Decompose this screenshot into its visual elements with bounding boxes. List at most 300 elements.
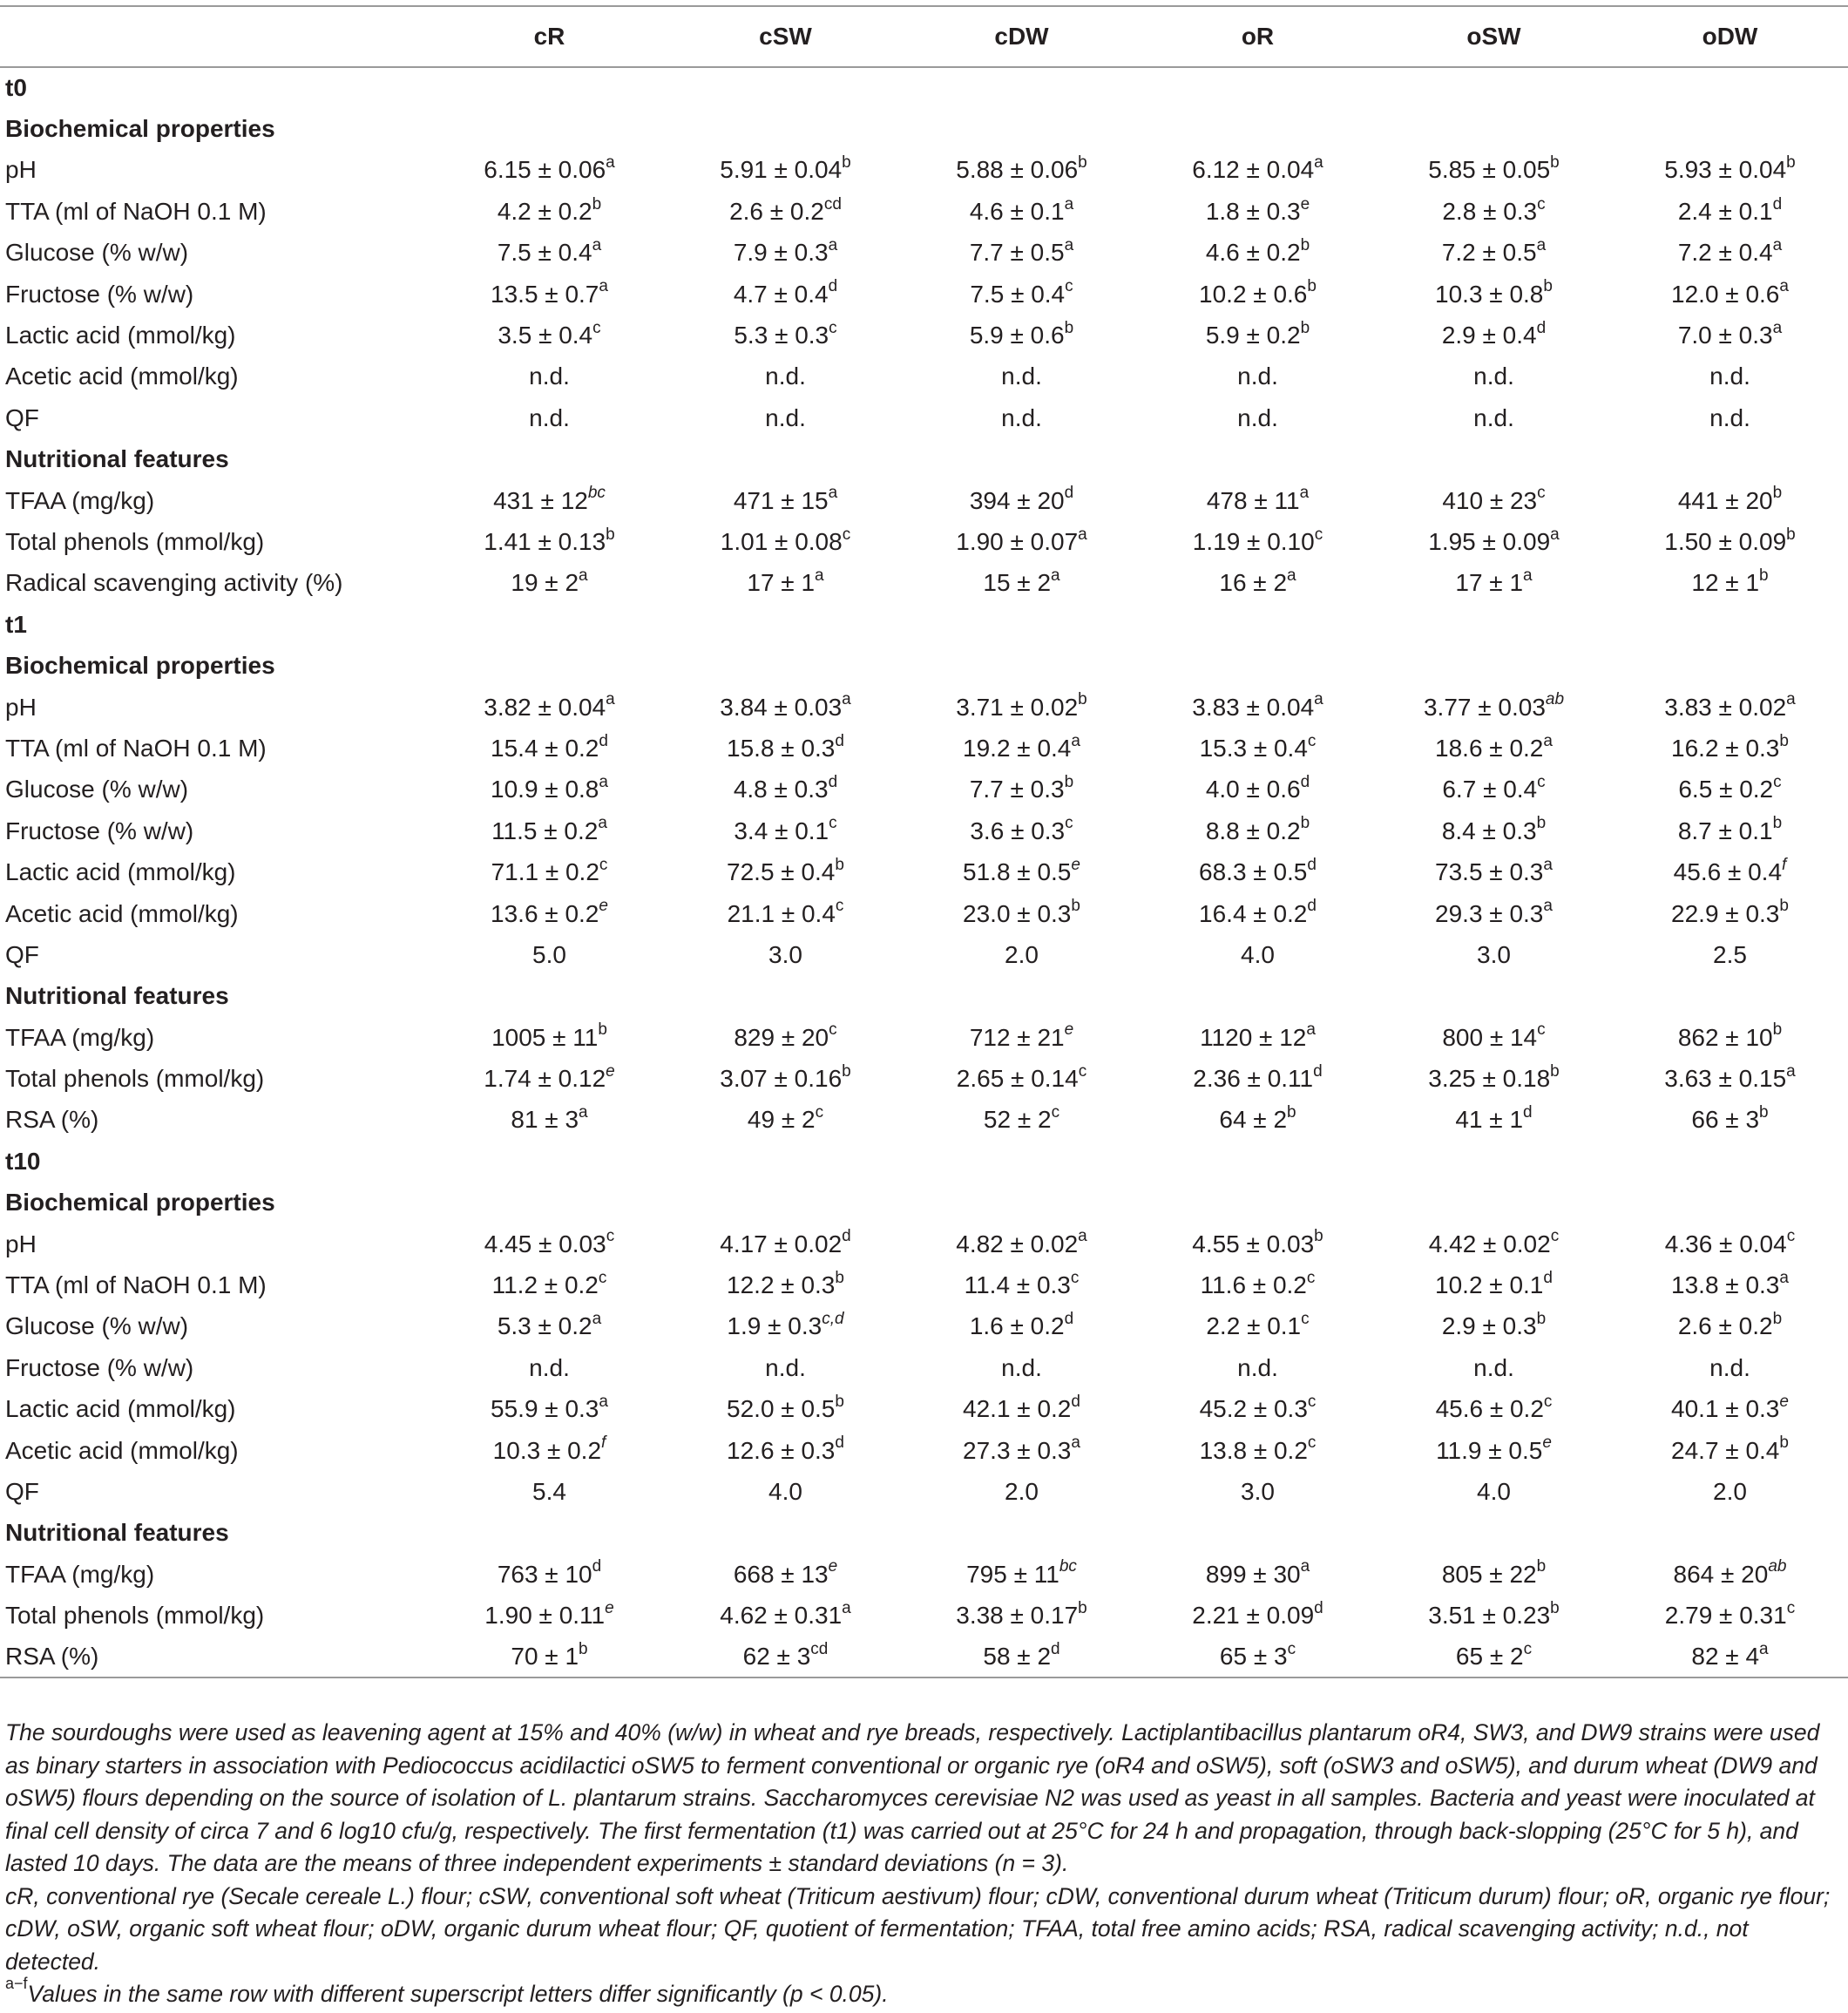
value-cell [1376, 356, 1612, 397]
cell-value: 1.8 ± 0.3 [1205, 197, 1301, 225]
cell-value: 45.6 ± 0.2 [1435, 1395, 1544, 1423]
row-label: Fructose (% w/w) [5, 280, 194, 308]
row-label: Acetic acid (mmol/kg) [5, 899, 239, 927]
value-cell [431, 1058, 667, 1099]
value-cell [431, 687, 667, 728]
value-cell [431, 1017, 667, 1058]
value-cell [431, 1637, 667, 1678]
cell-value: 65 ± 3 [1219, 1643, 1288, 1671]
significance-letter: a [1550, 525, 1560, 544]
cell-value: 6.15 ± 0.06 [484, 156, 606, 184]
value-cell [1612, 274, 1848, 315]
table-row [0, 1595, 1848, 1636]
value-cell [431, 934, 667, 975]
significance-letter: a [1287, 566, 1296, 586]
significance-letter: b [1786, 525, 1796, 544]
row-label: Fructose (% w/w) [5, 1353, 194, 1381]
value-cell [904, 1471, 1140, 1512]
cell-value: 1.50 ± 0.09 [1664, 527, 1787, 555]
cell-value: 12.2 ± 0.3 [727, 1271, 836, 1299]
significance-letter: a [1064, 194, 1074, 214]
cell-value: 23.0 ± 0.3 [963, 899, 1072, 927]
cell-value: 3.84 ± 0.03 [720, 693, 843, 721]
row-label: QF [5, 1477, 39, 1505]
value-cell [431, 728, 667, 769]
footnote-description: The sourdoughs were used as leavening agent at 15% and 40% (w/w) in wheat and rye breads, respectively. Lactiplantibacillus plantarum oR4, SW3, and DW9 strains were used as binary starters in association with Pediococcus acidilactici oSW5 to ferment conventional or organic rye (oR4 and oSW5), soft (oSW3 and oSW5), and durum wheat (DW9 and oSW5) flours depending on the source of isolation of L. plantarum strains. Saccharomyces cerevisiae N2 was used as yeast in all samples. Bacteria and yeast were inoculated at final cell density of circa 7 and 6 log10 cfu/g, respectively. The first fermentation (t1) was carried out at 25°C for 24 h and propagation, through back-slopping (25°C for 5 h), and lasted 10 days. The data are the means of three independent experiments ± standard deviations (n = 3). [5, 1719, 1820, 1876]
significance-letter: a [598, 814, 607, 833]
cell-value: 7.2 ± 0.4 [1677, 239, 1773, 267]
significance-letter: c [1786, 1227, 1796, 1246]
results-table [0, 5, 1848, 1678]
significance-letter: b [1078, 1598, 1087, 1617]
cell-value: 2.0 [1005, 940, 1039, 968]
value-cell [1612, 810, 1848, 851]
table-row [0, 356, 1848, 397]
significance-letter: b [1772, 1020, 1783, 1040]
value-cell [1140, 851, 1376, 892]
value-cell [1376, 1595, 1612, 1636]
section-heading: Nutritional features [5, 1519, 229, 1547]
row-label: TTA (ml of NaOH 0.1 M) [5, 1271, 267, 1299]
value-cell [904, 315, 1140, 356]
cell-value: 3.82 ± 0.04 [484, 693, 606, 721]
row-label: Acetic acid (mmol/kg) [5, 1436, 239, 1464]
section-heading-row [0, 976, 1848, 1017]
significance-letter: c [598, 1268, 607, 1287]
column-header: oSW [1376, 6, 1612, 67]
value-cell [1376, 1554, 1612, 1595]
significance-letter: cd [810, 1639, 829, 1658]
row-label: Fructose (% w/w) [5, 817, 194, 844]
table-footnotes [5, 1717, 1842, 2011]
cell-value: 899 ± 30 [1205, 1560, 1301, 1588]
cell-value: 4.2 ± 0.2 [497, 197, 592, 225]
time-point-label: t10 [5, 1147, 41, 1175]
cell-value: 2.21 ± 0.09 [1192, 1602, 1315, 1630]
value-cell [667, 1471, 904, 1512]
significance-letter: a [606, 690, 615, 709]
cell-value: 2.6 ± 0.2 [729, 197, 824, 225]
value-cell [431, 480, 667, 521]
significance-letter: a [1536, 235, 1547, 254]
value-cell [1612, 1264, 1848, 1305]
cell-value: 805 ± 22 [1441, 1560, 1537, 1588]
cell-value: 1.95 ± 0.09 [1428, 527, 1551, 555]
value-cell [1612, 769, 1848, 810]
significance-letter: c [835, 897, 844, 916]
section-heading: Nutritional features [5, 982, 229, 1010]
significance-letter: b [842, 153, 851, 173]
cell-value: 2.5 [1713, 940, 1747, 968]
cell-value: 7.2 ± 0.5 [1441, 239, 1537, 267]
cell-value: 6.12 ± 0.04 [1192, 156, 1315, 184]
cell-value: 2.8 ± 0.3 [1442, 197, 1538, 225]
significance-letter: c [829, 814, 837, 833]
value-cell [667, 356, 904, 397]
cell-value: 1.90 ± 0.07 [956, 527, 1079, 555]
cell-value: 70 ± 1 [511, 1643, 579, 1671]
value-cell [667, 1306, 904, 1347]
section-heading: Biochemical properties [5, 115, 275, 143]
significance-letter: b [1064, 773, 1074, 791]
row-label: Lactic acid (mmol/kg) [5, 322, 236, 349]
significance-letter: b [1300, 235, 1310, 254]
table-row [0, 521, 1848, 562]
value-cell [431, 315, 667, 356]
cell-value: 864 ± 20 [1673, 1560, 1769, 1588]
value-cell [1376, 480, 1612, 521]
row-label: Radical scavenging activity (%) [5, 569, 343, 597]
cell-value: 17 ± 1 [747, 569, 816, 597]
cell-value: 1.19 ± 0.10 [1192, 527, 1315, 555]
value-cell [1140, 521, 1376, 562]
value-cell [431, 1223, 667, 1264]
cell-value: 1.90 ± 0.11 [484, 1602, 606, 1630]
row-label: TFAA (mg/kg) [5, 486, 155, 514]
value-cell [1376, 687, 1612, 728]
significance-letter: a [1314, 690, 1323, 709]
cell-value: 11.2 ± 0.2 [491, 1271, 599, 1299]
value-cell [1612, 397, 1848, 438]
cell-value: 15.3 ± 0.4 [1199, 734, 1308, 762]
cell-value: 13.8 ± 0.3 [1671, 1271, 1780, 1299]
cell-value: 11.9 ± 0.5 [1436, 1436, 1543, 1464]
table-row [0, 728, 1848, 769]
value-cell [1612, 1223, 1848, 1264]
value-cell [1612, 1637, 1848, 1678]
table-row [0, 810, 1848, 851]
cell-value: 65 ± 2 [1455, 1643, 1524, 1671]
cell-value: 5.91 ± 0.04 [720, 156, 843, 184]
significance-letter: c [606, 1227, 615, 1246]
cell-value: 2.2 ± 0.1 [1206, 1312, 1302, 1340]
table-row [0, 1100, 1848, 1141]
value-cell [1376, 1017, 1612, 1058]
significance-letter: e [1779, 1392, 1789, 1411]
value-cell [1140, 397, 1376, 438]
significance-letter: b [1550, 1061, 1560, 1081]
value-cell [1612, 233, 1848, 274]
cell-value: 3.77 ± 0.03 [1423, 693, 1546, 721]
cell-value: 72.5 ± 0.4 [727, 858, 836, 886]
cell-value: 1.6 ± 0.2 [969, 1312, 1065, 1340]
table-row [0, 1471, 1848, 1512]
significance-letter: d [1307, 855, 1317, 874]
significance-letter: c [1307, 1434, 1317, 1453]
significance-letter: c [1051, 1103, 1060, 1122]
cell-value: 12 ± 1 [1691, 569, 1760, 597]
value-cell [1140, 1430, 1376, 1471]
value-cell [904, 191, 1140, 232]
cell-value: 4.42 ± 0.02 [1428, 1230, 1551, 1257]
significance-letter: d [1064, 484, 1074, 503]
significance-letter: d [835, 1434, 844, 1453]
cell-value: 10.2 ± 0.6 [1199, 280, 1308, 308]
significance-letter: a [1779, 277, 1789, 296]
value-cell [1612, 1471, 1848, 1512]
value-cell [431, 1100, 667, 1141]
value-cell [904, 274, 1140, 315]
cell-value: 16 ± 2 [1219, 569, 1288, 597]
cell-value: 10.2 ± 0.1 [1435, 1271, 1544, 1299]
table-row [0, 1637, 1848, 1678]
table-row [0, 769, 1848, 810]
table-row [0, 851, 1848, 892]
value-cell [667, 480, 904, 521]
cell-value: 4.62 ± 0.31 [720, 1602, 843, 1630]
row-label: TFAA (mg/kg) [5, 1560, 155, 1588]
significance-letter: d [1772, 194, 1783, 214]
cell-value: 8.7 ± 0.1 [1677, 817, 1773, 844]
table-row [0, 397, 1848, 438]
table-row [0, 315, 1848, 356]
value-cell [1376, 851, 1612, 892]
value-cell [1376, 563, 1612, 604]
significance-letter: b [1779, 1434, 1789, 1453]
value-cell [431, 150, 667, 191]
table-row [0, 1554, 1848, 1595]
cell-value: n.d. [1001, 1353, 1042, 1381]
cell-value: 17 ± 1 [1455, 569, 1524, 597]
value-cell [431, 1264, 667, 1305]
cell-value: 4.82 ± 0.02 [956, 1230, 1079, 1257]
significance-letter: d [1300, 773, 1310, 791]
value-cell [431, 563, 667, 604]
cell-value: n.d. [1473, 363, 1514, 390]
row-label: Total phenols (mmol/kg) [5, 1602, 265, 1630]
significance-letter: c [1543, 1392, 1553, 1411]
value-cell [1376, 893, 1612, 934]
value-cell [904, 810, 1140, 851]
value-cell [431, 356, 667, 397]
significance-letter: a [1071, 731, 1080, 750]
cell-value: 4.36 ± 0.04 [1664, 1230, 1787, 1257]
value-cell [1140, 1389, 1376, 1430]
significance-letter: ab [1545, 690, 1565, 709]
table-row [0, 934, 1848, 975]
header-label-cell [0, 6, 431, 67]
cell-value: 16.2 ± 0.3 [1671, 734, 1780, 762]
value-cell [667, 1264, 904, 1305]
cell-value: 5.9 ± 0.6 [969, 322, 1065, 349]
value-cell [1140, 1306, 1376, 1347]
significance-letter: d [1536, 318, 1547, 337]
row-label: Glucose (% w/w) [5, 1312, 189, 1340]
cell-value: 5.3 ± 0.2 [497, 1312, 592, 1340]
cell-value: n.d. [1473, 403, 1514, 431]
cell-value: 16.4 ± 0.2 [1199, 899, 1308, 927]
value-cell [1140, 810, 1376, 851]
cell-value: 4.8 ± 0.3 [733, 776, 829, 803]
cell-value: 51.8 ± 0.5 [963, 858, 1072, 886]
value-cell [667, 1017, 904, 1058]
value-cell [1140, 687, 1376, 728]
significance-letter: c [1065, 277, 1073, 296]
cell-value: 4.0 [1477, 1477, 1511, 1505]
cell-value: 2.9 ± 0.4 [1441, 322, 1537, 349]
significance-letter: f [601, 1434, 606, 1453]
significance-letter: a [1064, 235, 1074, 254]
significance-letter: d [592, 1557, 602, 1576]
cell-value: 4.0 ± 0.6 [1205, 776, 1301, 803]
footnote-significance-marker: a−f [5, 1975, 28, 1992]
value-cell [1376, 769, 1612, 810]
value-cell [904, 1554, 1140, 1595]
value-cell [904, 150, 1140, 191]
cell-value: 6.7 ± 0.4 [1442, 776, 1538, 803]
table-row [0, 1306, 1848, 1347]
cell-value: 7.0 ± 0.3 [1677, 322, 1773, 349]
cell-value: 4.7 ± 0.4 [733, 280, 829, 308]
value-cell [667, 893, 904, 934]
value-cell [904, 1430, 1140, 1471]
value-cell [1612, 851, 1848, 892]
value-cell [431, 521, 667, 562]
significance-letter: d [1313, 1061, 1323, 1081]
significance-letter: c [1550, 1227, 1560, 1246]
significance-letter: a [1306, 1020, 1316, 1040]
value-cell [431, 893, 667, 934]
value-cell [667, 934, 904, 975]
significance-letter: c [1287, 1639, 1296, 1658]
value-cell [1140, 356, 1376, 397]
value-cell [1612, 356, 1848, 397]
significance-letter: c [1786, 1598, 1796, 1617]
significance-letter: c [829, 318, 837, 337]
value-cell [431, 1554, 667, 1595]
cell-value: n.d. [1001, 403, 1042, 431]
cell-value: 2.36 ± 0.11 [1193, 1065, 1314, 1093]
cell-value: 45.2 ± 0.3 [1199, 1395, 1308, 1423]
value-cell [667, 1058, 904, 1099]
value-cell [1140, 563, 1376, 604]
table-row [0, 893, 1848, 934]
column-header: oDW [1612, 6, 1848, 67]
value-cell [1376, 1471, 1612, 1512]
significance-letter: b [1786, 153, 1796, 173]
cell-value: 71.1 ± 0.2 [491, 858, 599, 886]
column-header: cR [431, 6, 667, 67]
value-cell [431, 769, 667, 810]
value-cell [904, 1347, 1140, 1388]
cell-value: 5.4 [532, 1477, 566, 1505]
table-row [0, 687, 1848, 728]
value-cell [667, 728, 904, 769]
row-label: Acetic acid (mmol/kg) [5, 363, 239, 390]
value-cell [1376, 810, 1612, 851]
row-label: Total phenols (mmol/kg) [5, 1065, 265, 1093]
value-cell [1140, 1100, 1376, 1141]
cell-value: 5.93 ± 0.04 [1664, 156, 1787, 184]
significance-letter: a [1078, 1227, 1087, 1246]
cell-value: 7.7 ± 0.3 [969, 776, 1065, 803]
significance-letter: ab [1768, 1557, 1787, 1576]
value-cell [667, 810, 904, 851]
significance-letter: c [1065, 814, 1073, 833]
value-cell [1140, 769, 1376, 810]
value-cell [1612, 934, 1848, 975]
value-cell [1376, 1306, 1612, 1347]
cell-value: 2.4 ± 0.1 [1677, 197, 1773, 225]
cell-value: 1.41 ± 0.13 [484, 527, 606, 555]
significance-letter: b [1543, 277, 1553, 296]
significance-letter: c [1537, 1020, 1546, 1040]
value-cell [667, 1637, 904, 1678]
significance-letter: b [835, 855, 844, 874]
cell-value: 3.63 ± 0.15 [1664, 1065, 1787, 1093]
significance-letter: d [1314, 1598, 1323, 1617]
row-label: QF [5, 940, 39, 968]
cell-value: 52 ± 2 [983, 1106, 1052, 1134]
cell-value: 3.38 ± 0.17 [956, 1602, 1079, 1630]
cell-value: 2.9 ± 0.3 [1441, 1312, 1537, 1340]
significance-letter: d [835, 731, 844, 750]
value-cell [667, 274, 904, 315]
value-cell [1612, 191, 1848, 232]
significance-letter: b [592, 194, 602, 214]
footnote-significance-text: Values in the same row with different superscript letters differ significantly (p < 0.05). [27, 1981, 889, 2007]
cell-value: 11.5 ± 0.2 [491, 817, 599, 844]
significance-letter: a [1543, 855, 1553, 874]
cell-value: 3.83 ± 0.02 [1664, 693, 1787, 721]
value-cell [1140, 191, 1376, 232]
significance-letter: a [1786, 690, 1796, 709]
value-cell [1140, 1347, 1376, 1388]
cell-value: 3.0 [1477, 940, 1511, 968]
cell-value: 13.8 ± 0.2 [1199, 1436, 1308, 1464]
row-label: RSA (%) [0, 1637, 431, 1678]
significance-letter: c [842, 525, 851, 544]
table-row [0, 1389, 1848, 1430]
column-header: oR [1140, 6, 1376, 67]
value-cell [1612, 563, 1848, 604]
value-cell [431, 1471, 667, 1512]
significance-letter: a [1786, 1061, 1796, 1081]
significance-letter: c [1537, 194, 1546, 214]
cell-value: 800 ± 14 [1442, 1023, 1538, 1051]
value-cell [667, 397, 904, 438]
value-cell [1612, 893, 1848, 934]
value-cell [1612, 521, 1848, 562]
cell-value: 27.3 ± 0.3 [963, 1436, 1072, 1464]
cell-value: 15.8 ± 0.3 [727, 734, 836, 762]
value-cell [1140, 1017, 1376, 1058]
significance-letter: a [815, 566, 824, 586]
value-cell [431, 1430, 667, 1471]
cell-value: 8.8 ± 0.2 [1205, 817, 1301, 844]
significance-letter: d [1543, 1268, 1553, 1287]
row-label: Glucose (% w/w) [5, 239, 189, 267]
significance-letter: b [1536, 1557, 1547, 1576]
value-cell [904, 563, 1140, 604]
significance-letter: bc [1059, 1557, 1077, 1576]
significance-letter: b [1536, 814, 1547, 833]
cell-value: n.d. [1709, 403, 1750, 431]
cell-value: 4.6 ± 0.1 [969, 197, 1065, 225]
cell-value: 52.0 ± 0.5 [727, 1395, 836, 1423]
value-cell [667, 769, 904, 810]
cell-value: 1120 ± 12 [1200, 1023, 1307, 1051]
section-heading-row [0, 108, 1848, 149]
cell-value: 15.4 ± 0.2 [491, 734, 599, 762]
cell-value: n.d. [765, 1353, 806, 1381]
value-cell [1612, 150, 1848, 191]
significance-letter: a [579, 1103, 588, 1122]
section-heading-row [0, 439, 1848, 480]
value-cell [904, 1306, 1140, 1347]
value-cell [1612, 1306, 1848, 1347]
cell-value: 3.4 ± 0.1 [734, 817, 829, 844]
